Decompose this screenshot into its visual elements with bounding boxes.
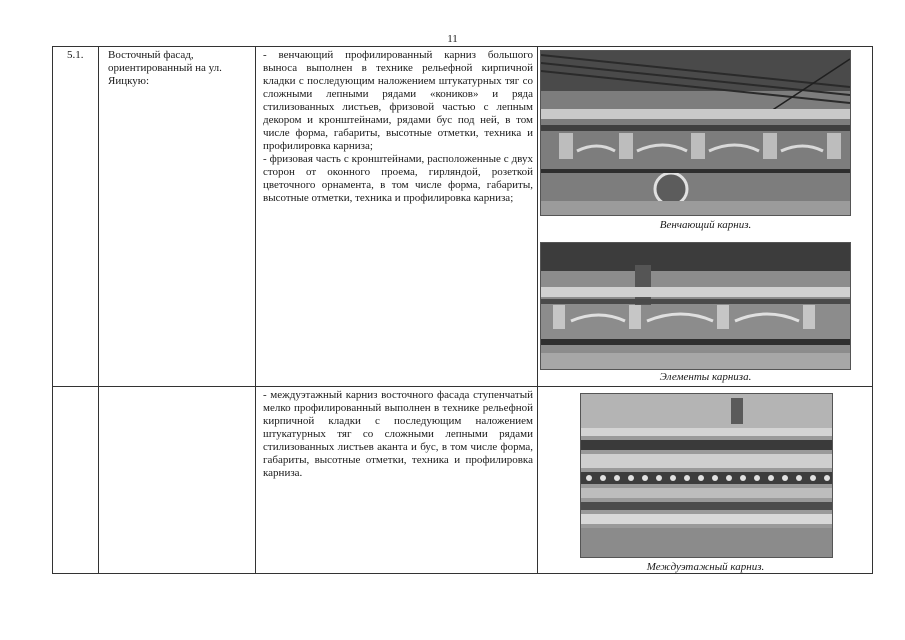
cornice-elements-photo xyxy=(540,242,851,370)
image-cell xyxy=(538,47,873,387)
image-caption: Элементы карниза. xyxy=(659,371,752,383)
description-paragraph: - междуэтажный карниз восточного фасада ступенчатый мелко профилированный выполнен в технике рельефной кирпичной кладки с последующим наложением штукатурных тяг со сложными лепными рядами стилизованных листьев аканта и бус, в том числе форма, габариты, высотные отметки, техника и профилировка карниза. xyxy=(263,389,533,479)
facade-name-cell xyxy=(99,387,256,574)
description xyxy=(256,47,537,205)
description-cell xyxy=(256,387,538,574)
row-number xyxy=(53,387,98,389)
facade-name: Восточный фасад, ориентированный на ул. Яицкую: xyxy=(108,49,222,87)
image-caption: Венчающий карниз. xyxy=(659,219,752,231)
image-cell xyxy=(538,387,873,574)
description xyxy=(256,387,537,480)
table-row xyxy=(53,47,873,387)
interfloor-cornice-photo xyxy=(580,393,833,558)
facade-name-cell xyxy=(99,47,256,387)
row-number: 5.1. xyxy=(67,49,84,61)
description-paragraph: - фризовая часть с кронштейнами, расположенные с двух сторон от оконного проема, гирляндой, розеткой цветочного орнамента, в том числе форма, габариты, высотные отметки, техника и профилировка карниза; xyxy=(263,153,533,204)
table-row xyxy=(53,387,873,574)
image-caption: Междуэтажный карниз. xyxy=(646,561,765,573)
description-cell xyxy=(256,47,538,387)
row-number-cell xyxy=(53,47,99,387)
description-paragraph: - венчающий профилированный карниз большого выноса выполнен в технике рельефной кирпичной кладки с последующим наложением штукатурных тяг со сложными лепными рядами «коников» и ряда стилизованных листьев, фризовой частью с лепным декором и кронштейнами, рядами бус под ней, в том числе форма, габариты, высотные отметки, техника и профилировка карниза; xyxy=(263,49,533,152)
row-number-cell xyxy=(53,387,99,574)
facade-elements-table xyxy=(52,46,873,574)
cornice-photo xyxy=(540,50,851,216)
facade-name xyxy=(99,387,255,389)
page-number: 11 xyxy=(447,33,458,45)
